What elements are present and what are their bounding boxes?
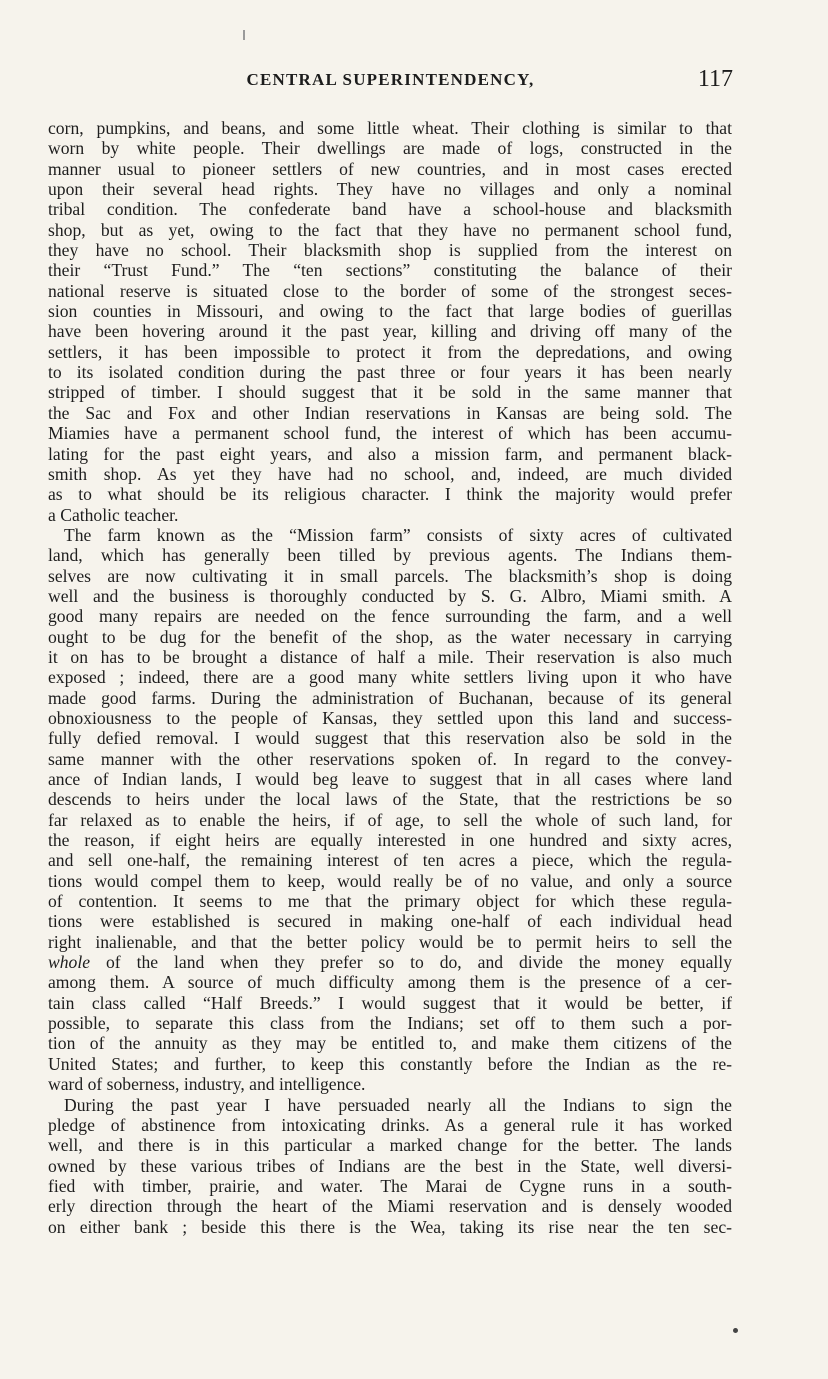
paragraph <box>48 1095 732 1237</box>
text-line: tions were established is secured in making one-half of each individual head <box>48 911 732 932</box>
text-line: they have no school. Their blacksmith shop is supplied from the interest on <box>48 240 732 261</box>
text-line: national reserve is situated close to the border of some of the strongest seces- <box>48 280 732 301</box>
text-line: stripped of timber. I should suggest that it be sold in the same manner that <box>48 382 732 403</box>
text-line: well, and there is in this particular a marked change for the better. The lands <box>48 1135 732 1156</box>
text-line: descends to heirs under the local laws of the State, that the restrictions be so <box>48 789 732 810</box>
text-line: among them. A source of much difficulty among them is the presence of a cer- <box>48 972 732 993</box>
text-line: manner usual to pioneer settlers of new countries, and in most cases erected <box>48 158 732 179</box>
text-line: Miamies have a permanent school fund, the interest of which has been accumu- <box>48 423 732 444</box>
text-line: tribal condition. The confederate band have a school-house and blacksmith <box>48 199 732 220</box>
text-line: United States; and further, to keep this constantly before the Indian as the re- <box>48 1053 732 1074</box>
page-number: 117 <box>697 66 733 92</box>
text-line: on either bank ; beside this there is the Wea, taking its rise near the ten sec- <box>48 1216 732 1237</box>
text-line: the reason, if eight heirs are equally interested in one hundred and sixty acres, <box>48 830 732 851</box>
text-line: right inalienable, and that the better policy would be to permit heirs to sell the <box>48 931 732 952</box>
paragraph <box>48 118 732 525</box>
text-line: owned by these various tribes of Indians are the best in the State, well diversi- <box>48 1155 732 1176</box>
text-line: as to what should be its religious character. I think the majority would prefer <box>48 484 732 505</box>
text-line: made good farms. During the administration of Buchanan, because of its general <box>48 687 732 708</box>
text-line: to its isolated condition during the past three or four years it has been nearly <box>48 362 732 383</box>
text-line: corn, pumpkins, and beans, and some little wheat. Their clothing is similar to that <box>48 118 732 138</box>
text-line: exposed ; indeed, there are a good many white settlers living upon it who have <box>48 667 732 688</box>
text-line: smith shop. As yet they have had no school, and, indeed, are much divided <box>48 463 732 484</box>
text-line: have been hovering around it the past year, killing and driving off many of the <box>48 321 732 342</box>
text-line: pledge of abstinence from intoxicating drinks. As a general rule it has worked <box>48 1114 732 1135</box>
text-line: obnoxiousness to the people of Kansas, they settled upon this land and success- <box>48 707 732 728</box>
text-line: good many repairs are needed on the fence surrounding the farm, and a well <box>48 606 732 627</box>
text-line: possible, to separate this class from the Indians; set off to them such a por- <box>48 1013 732 1034</box>
text-line: erly direction through the heart of the Miami reservation and is densely wooded <box>48 1196 732 1217</box>
page-header <box>48 66 733 98</box>
text-line: sion counties in Missouri, and owing to the fact that large bodies of guerillas <box>48 301 732 322</box>
text-line: and sell one-half, the remaining interest of ten acres a piece, which the regula- <box>48 850 732 871</box>
running-head: CENTRAL SUPERINTENDENCY, <box>246 70 535 89</box>
margin-blemish <box>243 30 245 40</box>
text-line: land, which has generally been tilled by previous agents. The Indians them- <box>48 545 732 566</box>
text-line: the Sac and Fox and other Indian reservations in Kansas are being sold. The <box>48 402 732 423</box>
text-line: ance of Indian lands, I would beg leave to suggest that in all cases where land <box>48 769 732 789</box>
text-line: During the past year I have persuaded nearly all the Indians to sign the <box>64 1094 732 1115</box>
text-line: a Catholic teacher. <box>48 504 179 525</box>
text-line: well and the business is thoroughly conducted by S. G. Albro, Miami smith. A <box>48 585 732 606</box>
text-line: worn by white people. Their dwellings are made of logs, constructed in the <box>48 138 732 159</box>
text-line: tion of the annuity as they may be entitled to, and make them citizens of the <box>48 1033 732 1054</box>
text-line: their “Trust Fund.” The “ten sections” constituting the balance of their <box>48 260 732 281</box>
text-line: of contention. It seems to me that the primary object for which these regula- <box>48 891 732 912</box>
text-line: tions would compel them to keep, would really be of no value, and only a source <box>48 870 732 891</box>
text-line: settlers, it has been impossible to protect it from the depredations, and owing <box>48 341 732 362</box>
text-line: ward of soberness, industry, and intelligence. <box>48 1074 366 1095</box>
paragraph <box>48 525 732 1095</box>
text-line: same manner with the other reservations spoken of. In regard to the convey- <box>48 748 732 769</box>
text-line: far relaxed as to enable the heirs, if of age, to sell the whole of such land, for <box>48 809 732 830</box>
text-line: whole of the land when they prefer so to do, and divide the money equally <box>48 952 732 973</box>
text-line: fied with timber, prairie, and water. The Marai de Cygne runs in a south- <box>48 1175 732 1196</box>
text-line: ought to be dug for the benefit of the shop, as the water necessary in carrying <box>48 626 732 647</box>
text-line: lating for the past eight years, and also a mission farm, and permanent black- <box>48 443 732 464</box>
body-text <box>48 118 732 1237</box>
text-line: shop, but as yet, owing to the fact that they have no permanent school fund, <box>48 219 732 240</box>
margin-blemish <box>733 1328 738 1333</box>
text-line: The farm known as the “Mission farm” consists of sixty acres of cultivated <box>64 524 732 545</box>
text-line: selves are now cultivating it in small parcels. The blacksmith’s shop is doing <box>48 565 732 586</box>
text-line: it on has to be brought a distance of half a mile. Their reservation is also much <box>48 646 732 667</box>
text-line: upon their several head rights. They have no villages and only a nominal <box>48 179 732 200</box>
text-line: fully defied removal. I would suggest that this reservation also be sold in the <box>48 728 732 749</box>
text-line: tain class called “Half Breeds.” I would suggest that it would be better, if <box>48 992 732 1013</box>
